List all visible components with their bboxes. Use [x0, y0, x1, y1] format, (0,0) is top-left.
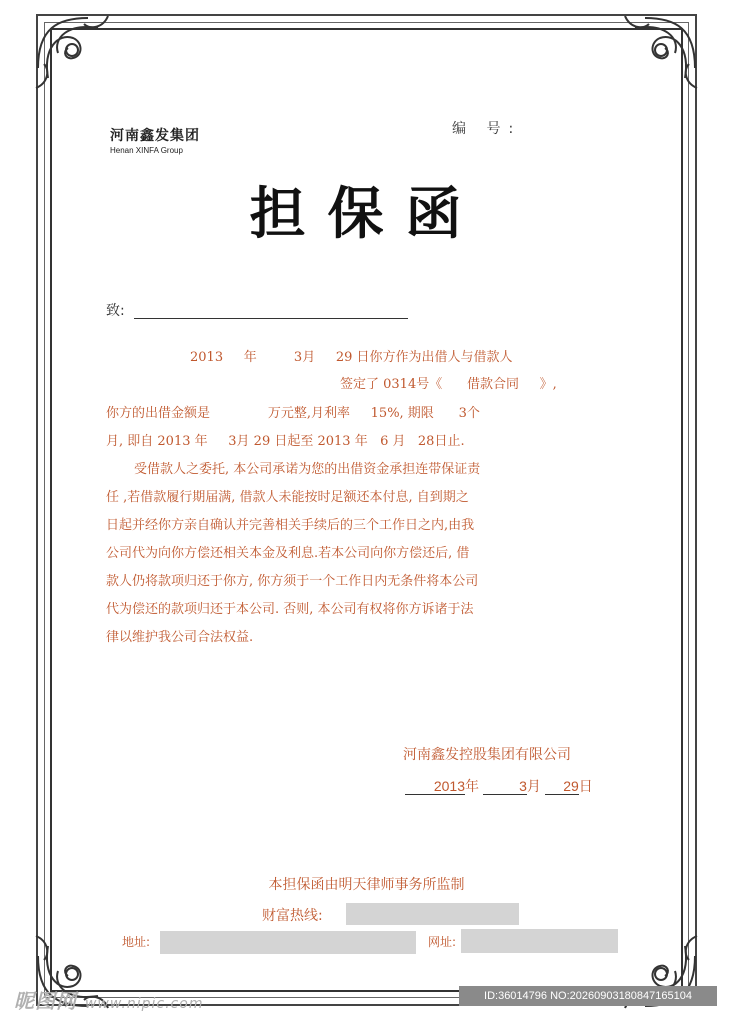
date-month: 3 [483, 778, 527, 795]
body-line: 任 ,若借款履行期届满, 借款人未能按时足额还本付息, 自到期之 [106, 490, 469, 505]
body-line: 受借款人之委托, 本公司承诺为您的出借资金承担连带保证责 [134, 462, 481, 477]
date-year: 2013 [405, 778, 465, 795]
website-redacted [461, 929, 618, 953]
page-title: 担保函 [249, 182, 484, 247]
watermark-brand [14, 985, 203, 1014]
body-line: 月, 即自 2013 年 3月 29 日起至 2013 年 6 月 28日止. [106, 434, 465, 449]
body-line: 日起并经你方亲自确认并完善相关手续后的三个工作日之内,由我 [106, 518, 475, 533]
address-redacted [160, 931, 416, 954]
date-day: 29 [545, 778, 579, 795]
watermark-brand-text: 昵图网 [14, 989, 77, 1013]
hotline-label: 财富热线: [262, 908, 323, 924]
supervision-note: 本担保函由明天律师事务所监制 [268, 877, 465, 893]
corner-ornament-icon [28, 8, 118, 98]
logo-name-en: Henan XINFA Group [110, 146, 183, 155]
company-logo [110, 125, 200, 155]
recipient-line [134, 318, 408, 319]
signature-company: 河南鑫发控股集团有限公司 [403, 747, 571, 763]
body-line: 律以维护我公司合法权益. [106, 630, 254, 645]
body-line: 2013 年 3月 29 日你方作为出借人与借款人 [190, 350, 513, 365]
body-line: 款人仍将款项归还于你方, 你方须于一个工作日内无条件将本公司 [106, 574, 479, 589]
recipient-label: 致: [106, 303, 125, 319]
body-line: 代为偿还的款项归还于本公司. 否则, 本公司有权将你方诉诸于法 [106, 602, 474, 617]
address-label: 地址: [122, 935, 151, 949]
date-year-unit: 年 [465, 778, 479, 794]
body-line: 你方的出借金额是 万元整,月利率 15%, 期限 3个 [106, 406, 480, 421]
hotline-redacted [346, 903, 519, 925]
body-line: 签定了 0314号《 借款合同 》, [340, 377, 557, 392]
website-label: 网址: [428, 935, 457, 949]
serial-number-label: 编 号: [452, 121, 522, 137]
signature-date [405, 776, 593, 796]
corner-ornament-icon [615, 8, 705, 98]
logo-name-cn: 河南鑫发集团 [110, 128, 200, 144]
watermark-id: ID:36014796 NO:20260903180847165104 [459, 986, 717, 1006]
watermark-site: www.nipic.com [84, 996, 204, 1012]
body-line: 公司代为向你方偿还相关本金及利息.若本公司向你方偿还后, 借 [106, 546, 470, 561]
date-day-unit: 日 [578, 778, 593, 794]
date-month-unit: 月 [526, 778, 541, 794]
